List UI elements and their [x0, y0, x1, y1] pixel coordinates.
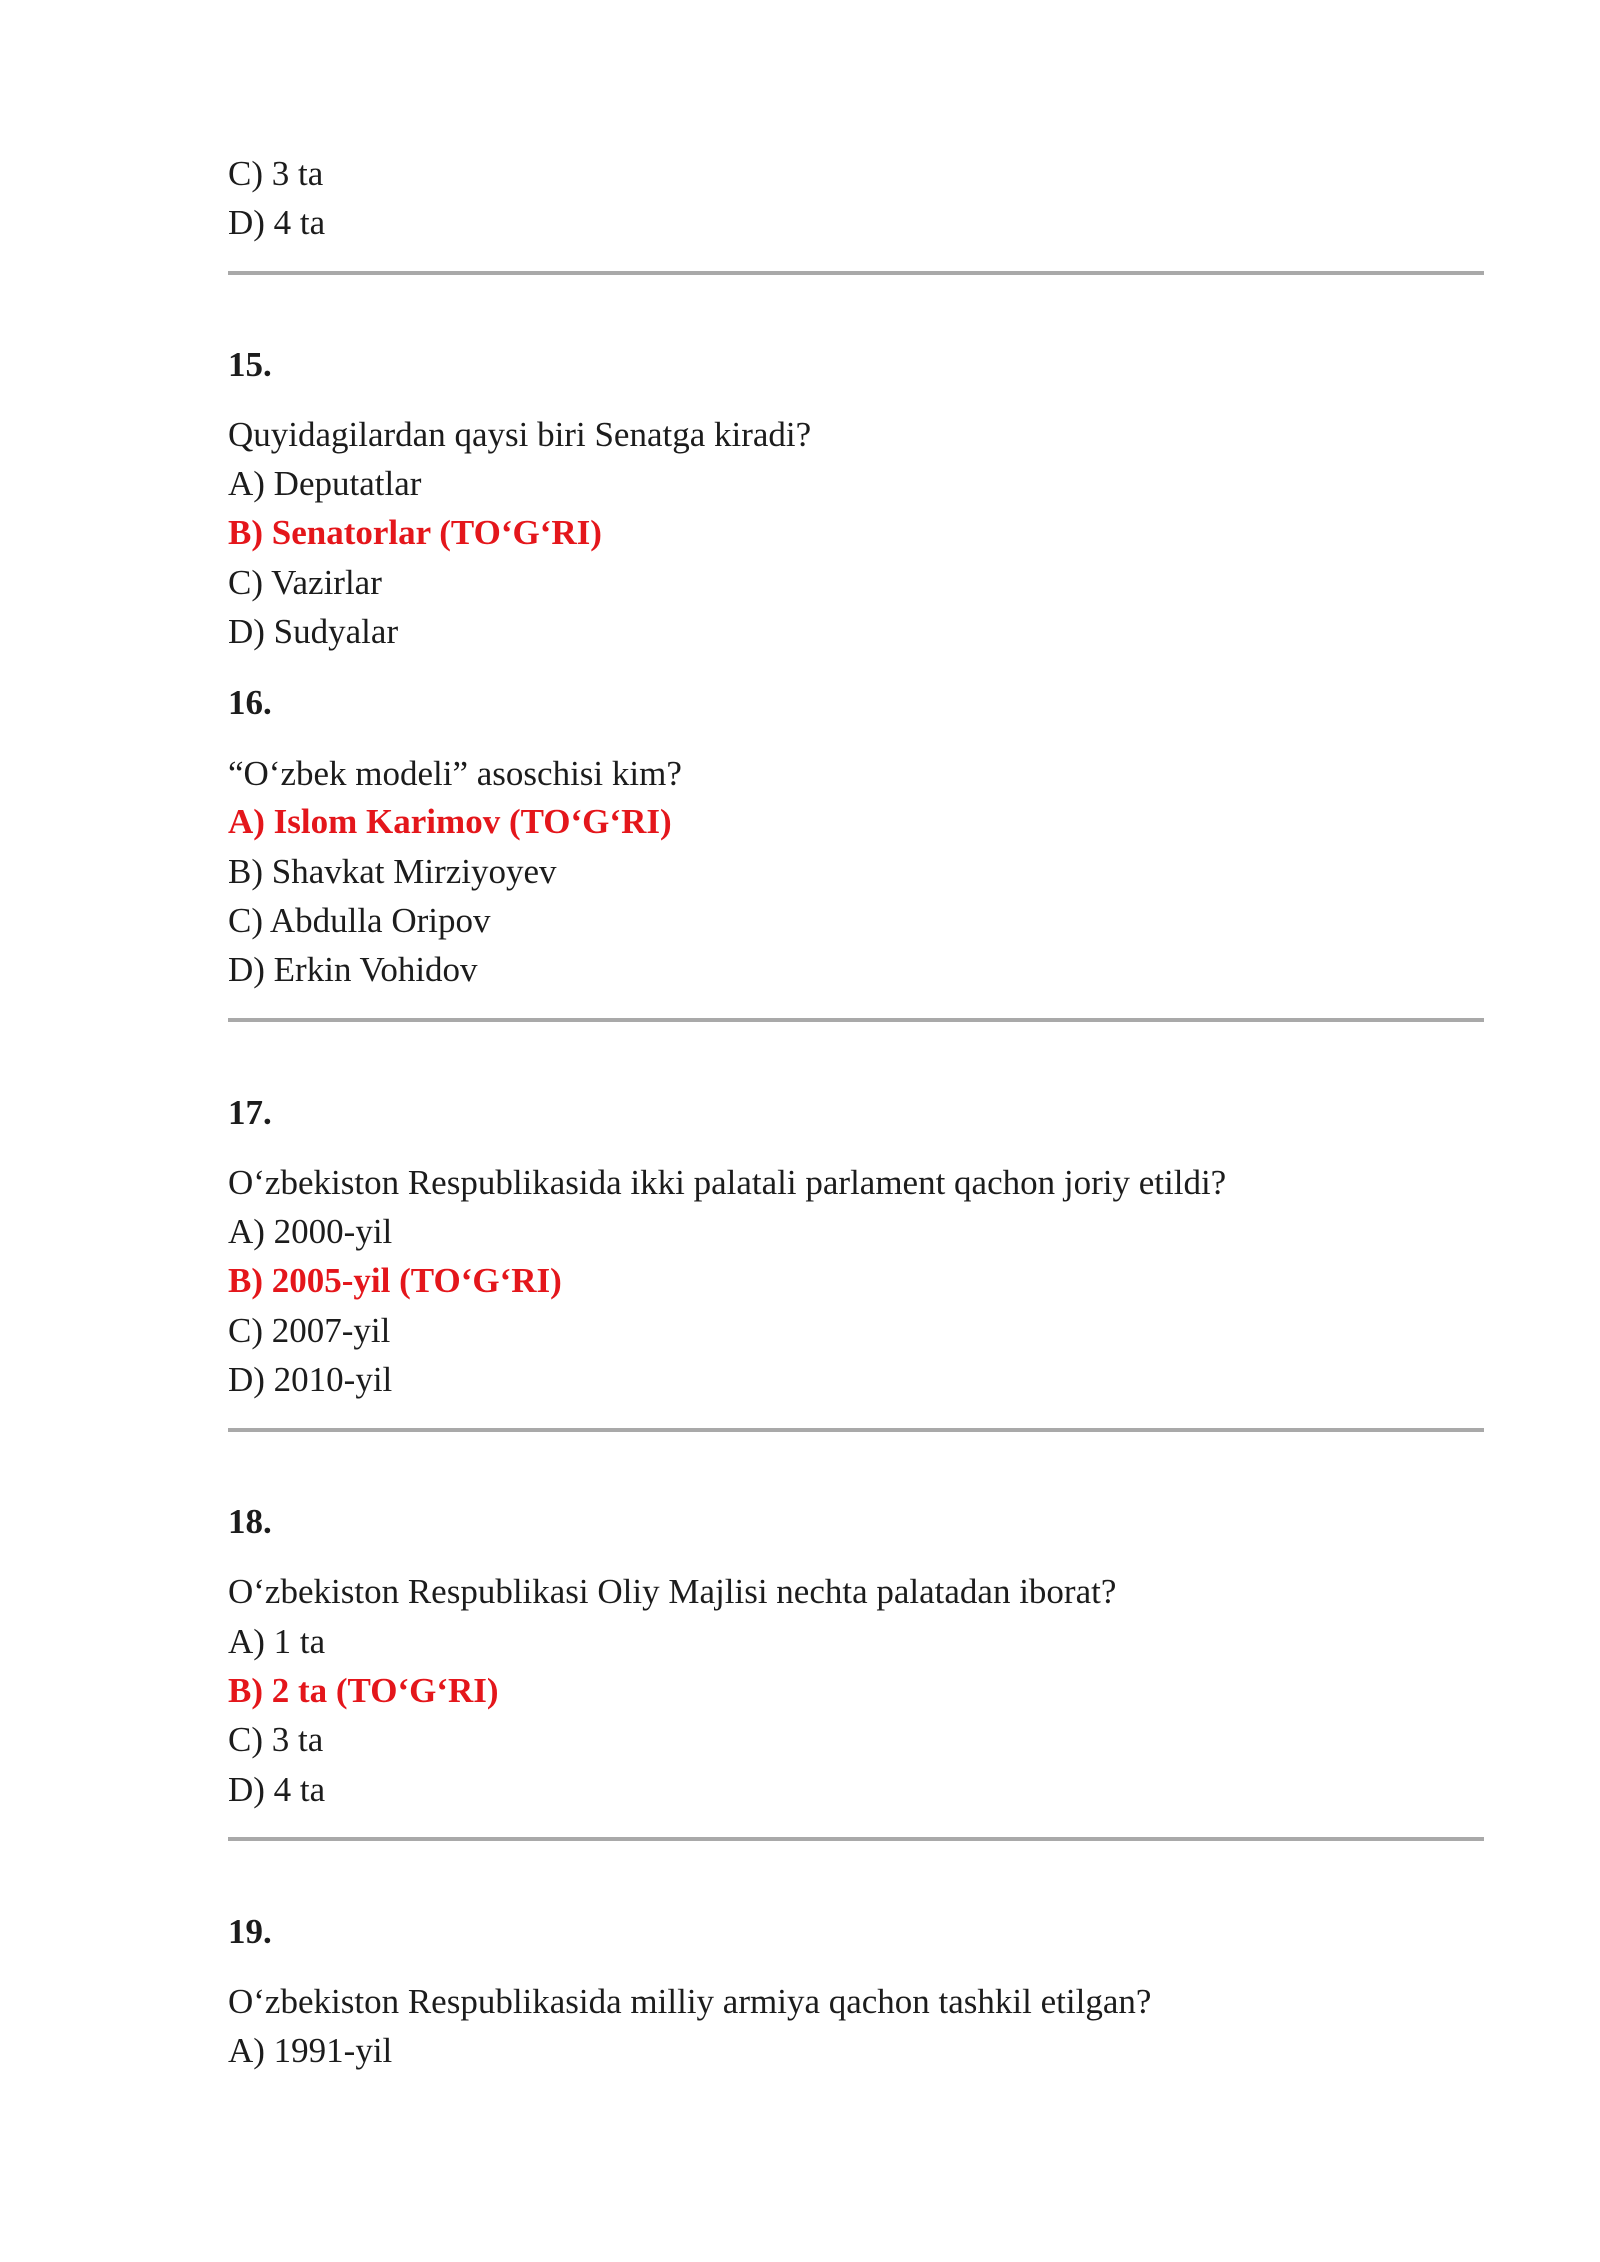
question-number: 18. [228, 1502, 272, 1541]
option-d: D) 2010-yil [228, 1360, 393, 1399]
option-a-correct: A) Islom Karimov (TO‘G‘RI) [228, 802, 672, 841]
divider [228, 1428, 1484, 1432]
divider [228, 1837, 1484, 1841]
option-a: A) 1 ta [228, 1622, 326, 1661]
option-c: C) 3 ta [228, 154, 324, 193]
question-number: 15. [228, 345, 272, 384]
question-text: O‘zbekiston Respublikasida milliy armiya qachon tashkil etilgan? [228, 1982, 1152, 2021]
question-number: 16. [228, 683, 272, 722]
option-b-correct: B) 2005-yil (TO‘G‘RI) [228, 1261, 562, 1300]
question-number: 19. [228, 1912, 272, 1951]
option-a: A) Deputatlar [228, 464, 422, 503]
divider [228, 1018, 1484, 1022]
divider [228, 271, 1484, 275]
option-b-correct: B) 2 ta (TO‘G‘RI) [228, 1671, 499, 1710]
option-b-correct: B) Senatorlar (TO‘G‘RI) [228, 513, 602, 552]
option-c: C) 3 ta [228, 1720, 324, 1759]
option-c: C) Abdulla Oripov [228, 901, 491, 940]
question-number: 17. [228, 1093, 272, 1132]
option-d: D) Erkin Vohidov [228, 950, 478, 989]
option-a: A) 2000-yil [228, 1212, 393, 1251]
option-a: A) 1991-yil [228, 2031, 393, 2070]
option-c: C) 2007-yil [228, 1311, 391, 1350]
option-d: D) 4 ta [228, 203, 326, 242]
option-d: D) Sudyalar [228, 612, 399, 651]
question-text: Quyidagilardan qaysi biri Senatga kiradi? [228, 415, 812, 454]
question-text: O‘zbekiston Respublikasi Oliy Majlisi nechta palatadan iborat? [228, 1572, 1117, 1611]
option-c: C) Vazirlar [228, 563, 382, 602]
option-b: B) Shavkat Mirziyoyev [228, 852, 557, 891]
question-text: O‘zbekiston Respublikasida ikki palatali parlament qachon joriy etildi? [228, 1163, 1227, 1202]
option-d: D) 4 ta [228, 1770, 326, 1809]
question-text: “O‘zbek modeli” asoschisi kim? [228, 754, 682, 793]
